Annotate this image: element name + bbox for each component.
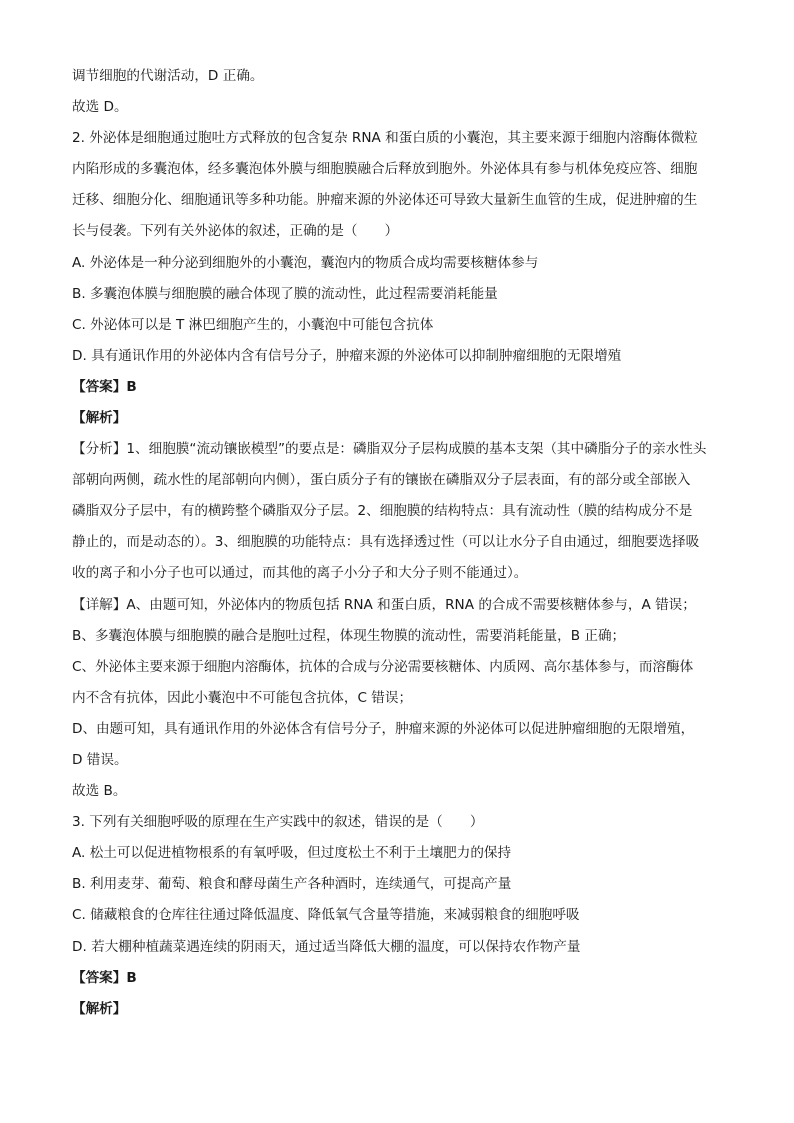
option-b: B. 多囊泡体膜与细胞膜的融合体现了膜的流动性，此过程需要消耗能量: [72, 286, 498, 302]
analysis-text: 磷脂双分子层中，有的横跨整个磷脂双分子层。2、细胞膜的结构特点：具有流动性（膜的结构成分不是: [72, 503, 693, 519]
question-2-stem: 迁移、细胞分化、细胞通讯等多种功能。肿瘤来源的外泌体还可导致大量新生血管的生成，促进肿瘤的生: [72, 192, 698, 208]
text-line: 调节细胞的代谢活动，D 正确。: [72, 68, 264, 84]
analysis-text: 【分析】1、细胞膜“流动镶嵌模型”的要点是：磷脂双分子层构成膜的基本支架（其中磷脂分子的亲水性头: [72, 441, 707, 457]
analysis-text: 收的离子和小分子也可以通过，而其他的离子小分子和大分子则不能通过）。: [72, 565, 528, 581]
option-c: C. 储藏粮食的仓库往往通过降低温度、降低氧气含量等措施，来减弱粮食的细胞呼吸: [72, 907, 580, 923]
option-a: A. 松土可以促进植物根系的有氧呼吸，但过度松土不利于土壤肥力的保持: [72, 845, 512, 861]
answer-label: 【答案】B: [72, 379, 137, 395]
analysis-text: 静止的，而是动态的）。3、细胞膜的功能特点：具有选择透过性（可以让水分子自由通过，细胞要选择吸: [72, 534, 700, 550]
detail-text: D、由题可知，具有通讯作用的外泌体含有信号分子，肿瘤来源的外泌体可以促进肿瘤细胞的无限增殖，: [72, 721, 695, 737]
detail-text: 【详解】A、由题可知，外泌体内的物质包括 RNA 和蛋白质，RNA 的合成不需要核糖体参与，A 错误；: [72, 597, 696, 613]
detail-text: B、多囊泡体膜与细胞膜的融合是胞吐过程，体现生物膜的流动性，需要消耗能量，B 正确；: [72, 628, 626, 644]
option-a: A. 外泌体是一种分泌到细胞外的小囊泡，囊泡内的物质合成均需要核糖体参与: [72, 255, 539, 271]
analysis-label: 【解析】: [72, 410, 127, 426]
option-d: D. 具有通讯作用的外泌体内含有信号分子，肿瘤来源的外泌体可以抑制肿瘤细胞的无限增殖: [72, 348, 622, 364]
detail-text: C、外泌体主要来源于细胞内溶酶体，抗体的合成与分泌需要核糖体、内质网、高尔基体参与，而溶酶体: [72, 659, 694, 675]
question-3-stem: 3. 下列有关细胞呼吸的原理在生产实践中的叙述，错误的是（ ）: [72, 814, 484, 830]
text-line: 故选 D。: [72, 99, 128, 115]
option-c: C. 外泌体可以是 T 淋巴细胞产生的，小囊泡中可能包含抗体: [72, 317, 434, 333]
option-d: D. 若大棚种植蔬菜遇连续的阴雨天，通过适当降低大棚的温度，可以保持农作物产量: [72, 939, 581, 955]
detail-text: 内不含有抗体，因此小囊泡中不可能包含抗体，C 错误；: [72, 690, 413, 706]
detail-text: D 错误。: [72, 752, 128, 768]
question-2-stem: 2. 外泌体是细胞通过胞吐方式释放的包含复杂 RNA 和蛋白质的小囊泡，其主要来源于细胞内溶酶体微粒: [72, 130, 698, 146]
text-line: 故选 B。: [72, 783, 127, 799]
answer-label: 【答案】B: [72, 970, 137, 986]
option-b: B. 利用麦芽、葡萄、粮食和酵母菌生产各种酒时，连续通气，可提高产量: [72, 876, 512, 892]
analysis-label: 【解析】: [72, 1001, 127, 1017]
question-2-stem: 长与侵袭。下列有关外泌体的叙述，正确的是（ ）: [72, 223, 399, 239]
question-2-stem: 内陷形成的多囊泡体，经多囊泡体外膜与细胞膜融合后释放到胞外。外泌体具有参与机体免疫应答、细胞: [72, 161, 698, 177]
analysis-text: 部朝向两侧，疏水性的尾部朝向内侧），蛋白质分子有的镶嵌在磷脂双分子层表面，有的部分或全部嵌入: [72, 472, 691, 488]
